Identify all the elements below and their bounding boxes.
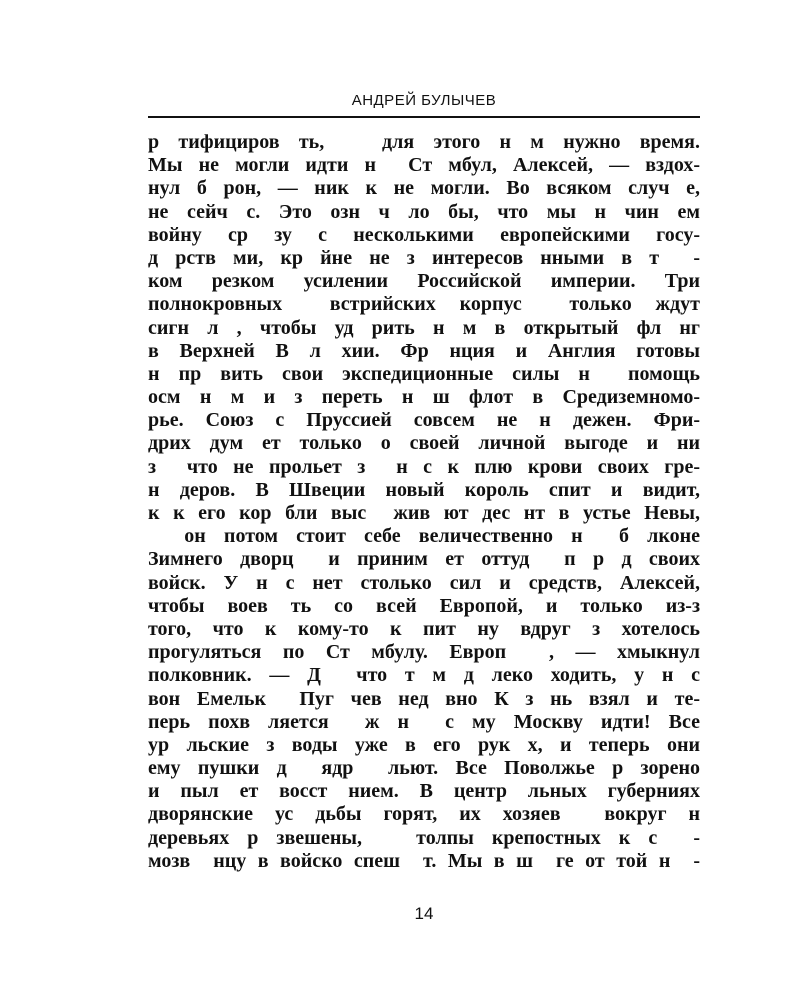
text-line: ком резком усилении Российской империи. Три [148, 270, 700, 293]
text-line: к к его кор бли выс жив ют дес нт в устье Невы, [148, 502, 700, 524]
text-line: того, что к кому-то к пит ну вдруг з хотелось [148, 617, 700, 640]
text-line: сигн л , чтобы уд рить н м в открытый фл нг [148, 316, 700, 339]
text-line: чтобы воев ть со всей Европой, и только из-з [148, 594, 700, 617]
text-line: р тифициров ть, для этого н м нужно время. [148, 131, 700, 153]
text-line: д рств ми, кр йне не з интересов нными в т - [148, 246, 700, 269]
text-line: Мы не могли идти н Ст мбул, Алексей, — вздох- [148, 154, 700, 177]
text-line: ур льские з воды уже в его рук х, и теперь они [148, 733, 700, 756]
body-text [148, 131, 700, 873]
text-line: прогуляться по Ст мбулу. Европ , — хмыкнул [148, 641, 700, 664]
text-line: и пыл ет восст нием. В центр льных губерниях [148, 780, 700, 803]
header-rule [148, 116, 700, 118]
text-line: з что не прольет з н с к плю крови своих гре- [148, 455, 700, 478]
text-line: осм н м и з переть н ш флот в Средиземномо- [148, 386, 700, 409]
page-number: 14 [414, 904, 434, 923]
text-line: не сейч с. Это озн ч ло бы, что мы н чин ем [148, 200, 700, 223]
text-line: н пр вить свои экспедиционные силы н помощь [148, 362, 700, 385]
text-line: в Верхней В л хии. Фр нция и Англия готовы [148, 339, 700, 362]
text-line: он потом стоит себе величественно н б лконе [148, 525, 700, 548]
text-line: дрих дум ет только о своей личной выгоде и ни [148, 432, 700, 455]
text-line: дворянские ус дьбы горят, их хозяев вокруг н [148, 803, 700, 826]
text-line: перь похв ляется ж н с му Москву идти! Все [148, 710, 700, 733]
text-line: мозв нцу в войско спеш т. Мы в ш ге от той н - [148, 849, 700, 872]
text-line: Зимнего дворц и приним ет оттуд п р д своих [148, 548, 700, 571]
text-line: войну ср зу с несколькими европейскими госу- [148, 223, 700, 246]
text-line: рье. Союз с Пруссией совсем не н дежен. Фри- [148, 409, 700, 432]
text-line: н деров. В Швеции новый король спит и видит, [148, 478, 700, 501]
text-line: нул б рон, — ник к не могли. Во всяком случ е, [148, 177, 700, 200]
text-line: деревьях р звешены, толпы крепостных к с - [148, 826, 700, 849]
text-line: войск. У н с нет столько сил и средств, Алексей, [148, 571, 700, 594]
text-line: вон Емельк Пуг чев нед вно К з нь взял и те- [148, 687, 700, 710]
text-line: полковник. — Д что т м д леко ходить, у н с [148, 664, 700, 687]
running-header-author: АНДРЕЙ БУЛЫЧЕВ [351, 92, 497, 109]
text-line: ему пушки д ядр льют. Все Поволжье р зорено [148, 757, 700, 780]
text-line: полнокровных встрийских корпус только ждут [148, 293, 700, 316]
